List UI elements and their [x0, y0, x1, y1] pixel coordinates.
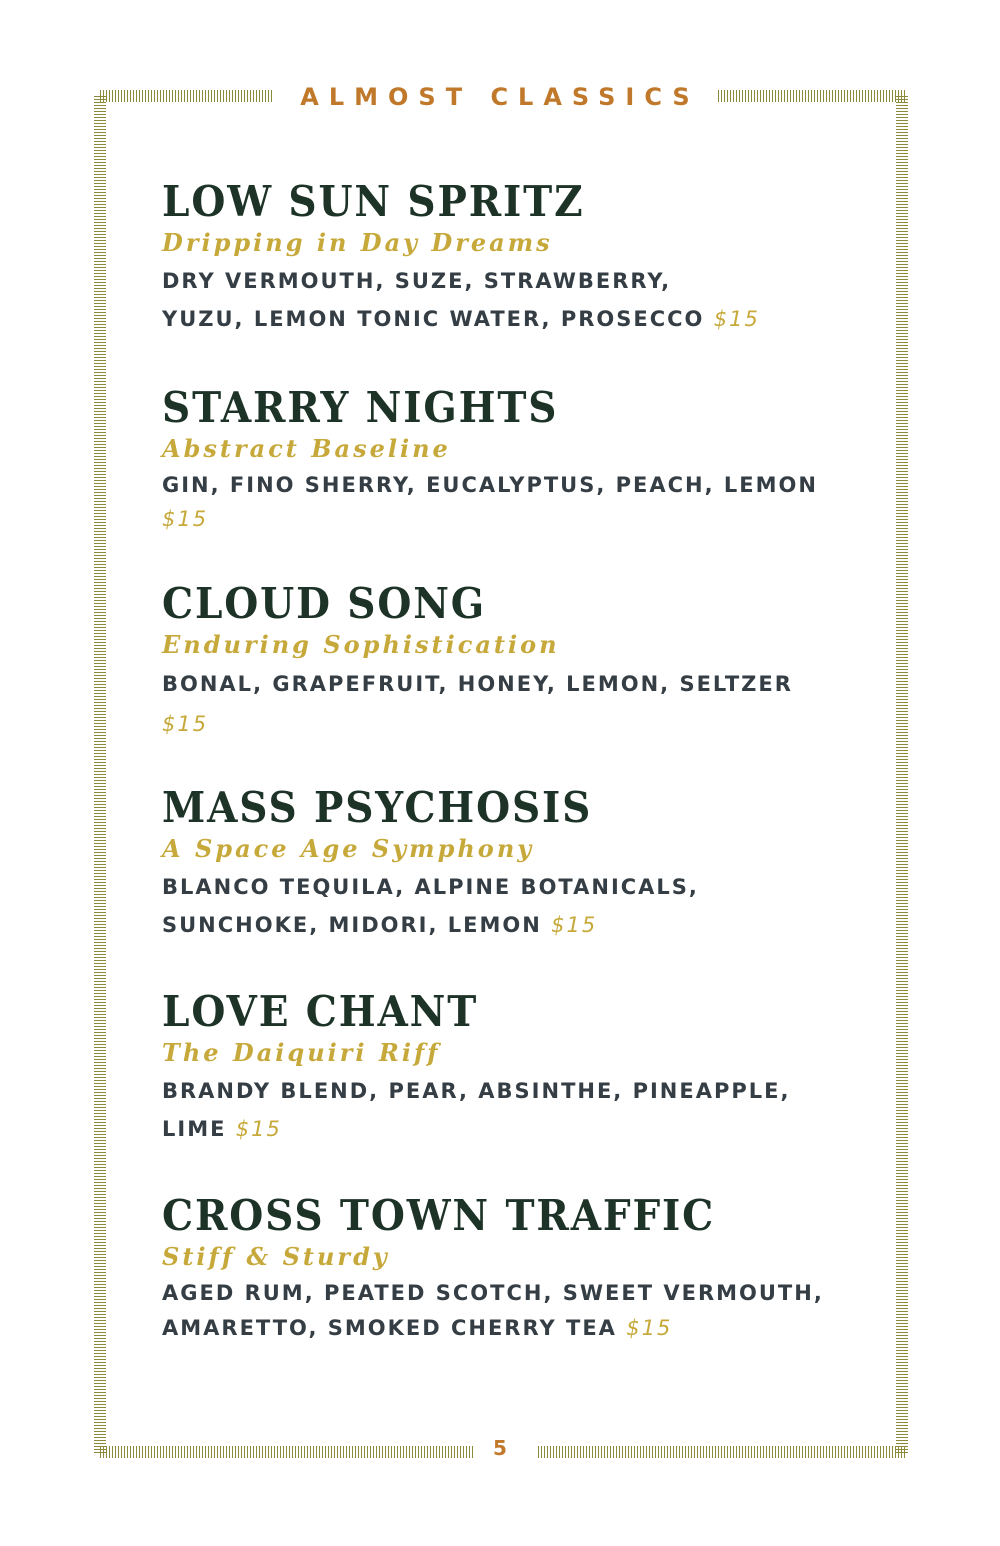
ingredients-text: DRY VERMOUTH, SUZE, STRAWBERRY, YUZU, LEMON TONIC WATER, PROSECCO	[162, 269, 705, 331]
drink-ingredients	[162, 868, 722, 944]
drink-item	[162, 784, 842, 944]
drink-tagline: Stiff & Sturdy	[162, 1242, 390, 1271]
drink-item	[162, 384, 842, 536]
ingredients-text: AGED RUM, PEATED SCOTCH, SWEET VERMOUTH, AMARETTO, SMOKED CHERRY TEA	[162, 1281, 824, 1340]
drink-name: LOVE CHANT	[162, 987, 479, 1036]
drink-ingredients	[162, 468, 842, 536]
drink-name: CLOUD SONG	[162, 579, 487, 628]
drink-ingredients	[162, 664, 822, 744]
section-title: ALMOST CLASSICS	[300, 83, 700, 111]
drink-tagline: Dripping in Day Dreams	[162, 228, 553, 257]
drink-item	[162, 178, 842, 338]
drink-price: $15	[626, 1316, 673, 1340]
drink-ingredients	[162, 262, 762, 338]
drink-item	[162, 1192, 842, 1346]
frame-left-rule	[94, 96, 106, 1454]
drink-name: MASS PSYCHOSIS	[162, 783, 593, 832]
drink-price: $15	[551, 913, 598, 937]
frame-right-rule	[896, 96, 908, 1454]
drink-tagline: Enduring Sophistication	[162, 630, 560, 659]
ingredients-text: GIN, FINO SHERRY, EUCALYPTUS, PEACH, LEMON	[162, 473, 818, 497]
drink-ingredients	[162, 1072, 802, 1148]
drink-name: CROSS TOWN TRAFFIC	[162, 1191, 716, 1240]
drink-price: $15	[162, 712, 209, 736]
drink-price: $15	[162, 507, 209, 531]
drink-tagline: A Space Age Symphony	[162, 834, 535, 863]
drink-name: STARRY NIGHTS	[162, 383, 559, 432]
page-number: 5	[493, 1436, 507, 1460]
drink-price: $15	[713, 307, 760, 331]
ingredients-text: BLANCO TEQUILA, ALPINE BOTANICALS, SUNCHOKE, MIDORI, LEMON	[162, 875, 699, 937]
drink-item	[162, 580, 842, 744]
ingredients-text: BRANDY BLEND, PEAR, ABSINTHE, PINEAPPLE, LIME	[162, 1079, 791, 1141]
drink-price: $15	[235, 1117, 282, 1141]
drink-item	[162, 988, 842, 1148]
drink-name: LOW SUN SPRITZ	[162, 177, 585, 226]
drink-ingredients	[162, 1276, 842, 1346]
drink-tagline: Abstract Baseline	[162, 434, 451, 463]
ingredients-text: BONAL, GRAPEFRUIT, HONEY, LEMON, SELTZER	[162, 672, 793, 696]
drink-tagline: The Daiquiri Riff	[162, 1038, 441, 1067]
